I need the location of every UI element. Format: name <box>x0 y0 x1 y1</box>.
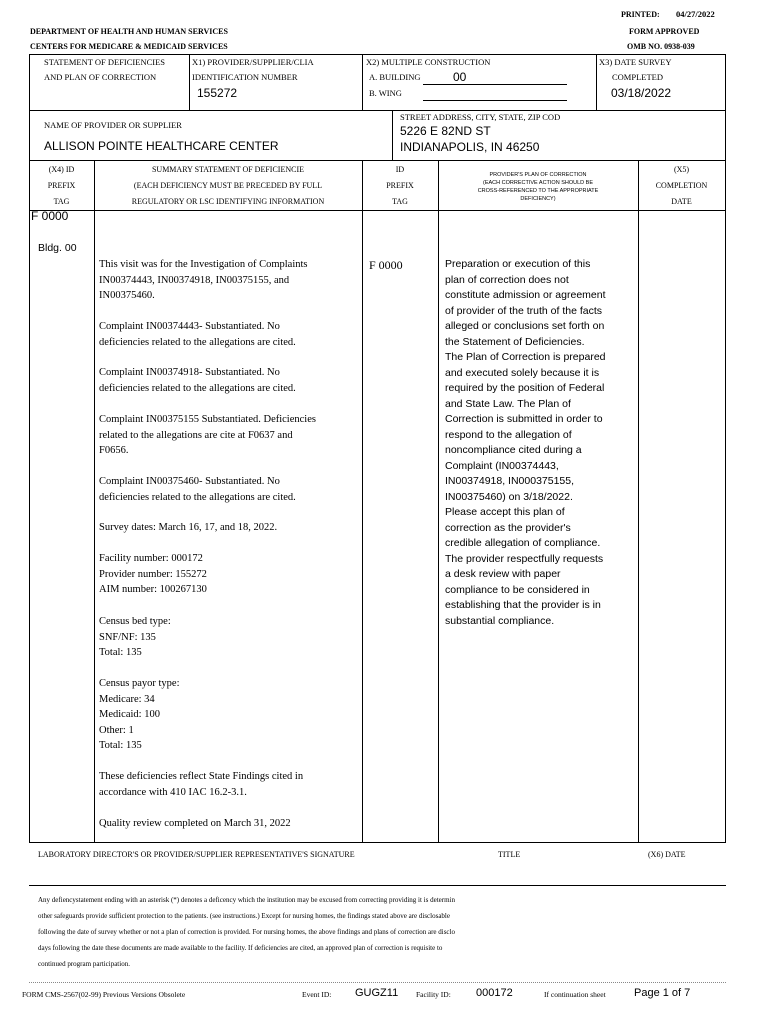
plan-header-4: DEFICIENCY) <box>520 196 556 202</box>
table-bottom-line <box>29 842 726 843</box>
x5-header-3: DATE <box>671 197 692 206</box>
provider-id-value: 155272 <box>197 86 238 100</box>
x4-header-3: TAG <box>53 197 70 206</box>
disclaimer-line: days following the date these documents are made available to the facility. If deficiencies are cited, an approved plan of correction is requisite to <box>38 944 443 952</box>
statement-label-2: AND PLAN OF CORRECTION <box>44 72 157 82</box>
plan-of-correction-text: Preparation or execution of this plan of correction does not constitute admission or agreement of provider of the truth of the facts alleged or conclusions set forth on the Statement of Deficiencies. The Plan of Correction is prepared and executed solely because it is required by the position of Federal and State Law. The Plan of Correction is submitted in order to respond to the allegation of noncompliance cited during a Complaint (IN00374443, IN00374918, IN000375155, IN00375460) on 3/18/2022. Please accept this plan of correction as the provider's credible allegation of compliance. The provider respectfully requests a desk review with paper compliance to be considered in establishing that the provider is in substantial compliance. <box>445 258 606 627</box>
summary-paragraph: Complaint IN00374443- Substantiated. No deficiencies related to the allegations are cited. <box>99 321 296 348</box>
date-survey-label-1: X3) DATE SURVEY <box>599 57 672 67</box>
box1-divider-3 <box>596 54 597 110</box>
printed-date: 04/27/2022 <box>676 9 715 19</box>
top-border <box>29 54 726 55</box>
id-header-3: TAG <box>392 197 408 206</box>
event-id-value: GUGZ11 <box>355 987 399 999</box>
form-number: FORM CMS-2567(02-99) Previous Versions Obsolete <box>22 990 186 999</box>
col-divider-4 <box>638 160 639 842</box>
summary-header-3: REGULATORY OR LSC IDENTIFYING INFORMATION <box>131 197 325 206</box>
deficiency-tag-left: F 0000 <box>31 209 69 223</box>
right-border <box>725 54 726 842</box>
printed-label: PRINTED: <box>621 10 660 19</box>
title-label: TITLE <box>498 850 521 859</box>
box1-divider-2 <box>362 54 363 110</box>
box2-bottom-line <box>29 160 726 161</box>
box1-bottom-line <box>29 110 726 111</box>
summary-paragraph: Quality review completed on March 31, 2022 <box>99 818 291 829</box>
signature-bottom-line <box>29 885 726 886</box>
form-approved: FORM APPROVED <box>629 27 700 36</box>
summary-paragraph: Complaint IN00375155 Substantiated. Deficiencies related to the allegations are cite at F0637 and F0656. <box>99 414 316 457</box>
date-survey-value: 03/18/2022 <box>611 86 672 100</box>
summary-header-2: (EACH DEFICIENCY MUST BE PRECEDED BY FULL <box>133 181 323 190</box>
plan-header-3: CROSS-REFERENCED TO THE APPROPRIATE <box>477 188 599 194</box>
provider-id-label-2: IDENTIFICATION NUMBER <box>192 72 298 82</box>
summary-paragraph: Complaint IN00375460- Substantiated. No deficiencies related to the allegations are cited. <box>99 476 296 503</box>
provider-name-value: ALLISON POINTE HEALTHCARE CENTER <box>44 139 279 153</box>
disclaimer-line: other safeguards provide sufficient protection to the patients. (see instructions.) Except for nursing homes, the findings stated above are disclosable <box>38 912 450 920</box>
building-label: A. BUILDING <box>369 72 421 82</box>
summary-paragraph: These deficiencies reflect State Findings cited in accordance with 410 IAC 16.2-3.1. <box>99 771 304 798</box>
disclaimer-line: following the date of survey whether or not a plan of correction is provided. For nursing homes, the above findings and plans of correction are disclo <box>38 928 455 936</box>
continuation-label: If continuation sheet <box>544 990 606 999</box>
disclaimer-line: Any defiencystatement ending with an asterisk (*) denotes a deficency which the institution may be excused from correcting providing it is determin <box>38 896 455 904</box>
box2-divider <box>392 110 393 160</box>
signature-label: LABORATORY DIRECTOR'S OR PROVIDER/SUPPLIER REPRESENTATIVE'S SIGNATURE <box>38 850 355 859</box>
columns-header-bottom-line <box>29 210 726 211</box>
multiple-construction-label: X2) MULTIPLE CONSTRUCTION <box>366 57 491 67</box>
box1-divider-1 <box>189 54 190 110</box>
centers-title: CENTERS FOR MEDICARE & MEDICAID SERVICES <box>30 42 228 51</box>
summary-paragraph: This visit was for the Investigation of Complaints IN00374443, IN00374918, IN00375155, and IN00375460. <box>99 259 308 302</box>
summary-paragraph: Complaint IN00374918- Substantiated. No deficiencies related to the allegations are cited. <box>99 367 296 394</box>
summary-paragraph: Census bed type: SNF/NF: 135 Total: 135 <box>99 616 171 659</box>
event-id-label: Event ID: <box>302 990 332 999</box>
building-underline <box>423 84 567 85</box>
id-header-2: PREFIX <box>386 181 414 190</box>
summary-paragraph: Survey dates: March 16, 17, and 18, 2022. <box>99 522 278 533</box>
x5-header-2: COMPLETION <box>655 181 708 190</box>
wing-label: B. WING <box>369 88 402 98</box>
street-address-line1: 5226 E 82ND ST <box>400 124 491 138</box>
omb-number: OMB NO. 0938-039 <box>627 42 695 51</box>
summary-header-1: SUMMARY STATEMENT OF DEFICIENCIE <box>151 165 305 174</box>
x4-header-2: PREFIX <box>47 181 76 190</box>
date-survey-label-2: COMPLETED <box>612 72 663 82</box>
footer-rule <box>29 982 726 983</box>
id-header-1: ID <box>395 165 405 174</box>
facility-id-label: Facility ID: <box>416 990 451 999</box>
provider-id-label-1: X1) PROVIDER/SUPPLIER/CLIA <box>192 57 314 67</box>
street-address-label: STREET ADDRESS, CITY, STATE, ZIP COD <box>400 112 561 122</box>
facility-id-value: 000172 <box>476 987 513 999</box>
signature-date-label: (X6) DATE <box>648 850 686 859</box>
street-address-line2: INDIANAPOLIS, IN 46250 <box>400 140 540 154</box>
statement-label-1: STATEMENT OF DEFICIENCIES <box>44 57 166 67</box>
page-number: Page 1 of 7 <box>634 987 691 999</box>
disclaimer-line: continued program participation. <box>38 960 130 968</box>
col-divider-2 <box>362 160 363 842</box>
plan-header-2: (EACH CORRECTIVE ACTION SHOULD BE <box>482 180 594 186</box>
summary-paragraph: Facility number: 000172 Provider number: 155272 AIM number: 100267130 <box>99 553 207 596</box>
wing-underline <box>423 100 567 101</box>
col-divider-3 <box>438 160 439 842</box>
provider-name-label: NAME OF PROVIDER OR SUPPLIER <box>44 120 182 130</box>
x4-header-1: (X4) ID <box>48 165 75 174</box>
building-tag: Bldg. 00 <box>38 242 77 254</box>
x5-header-1: (X5) <box>673 165 690 174</box>
department-title: DEPARTMENT OF HEALTH AND HUMAN SERVICES <box>30 27 228 36</box>
plan-header-1: PROVIDER'S PLAN OF CORRECTION <box>489 172 587 178</box>
col-divider-1 <box>94 160 95 842</box>
summary-paragraph: Census payor type: Medicare: 34 Medicaid: 100 Other: 1 Total: 135 <box>99 678 180 752</box>
deficiency-tag-right: F 0000 <box>369 258 403 272</box>
building-value: 00 <box>453 70 467 84</box>
